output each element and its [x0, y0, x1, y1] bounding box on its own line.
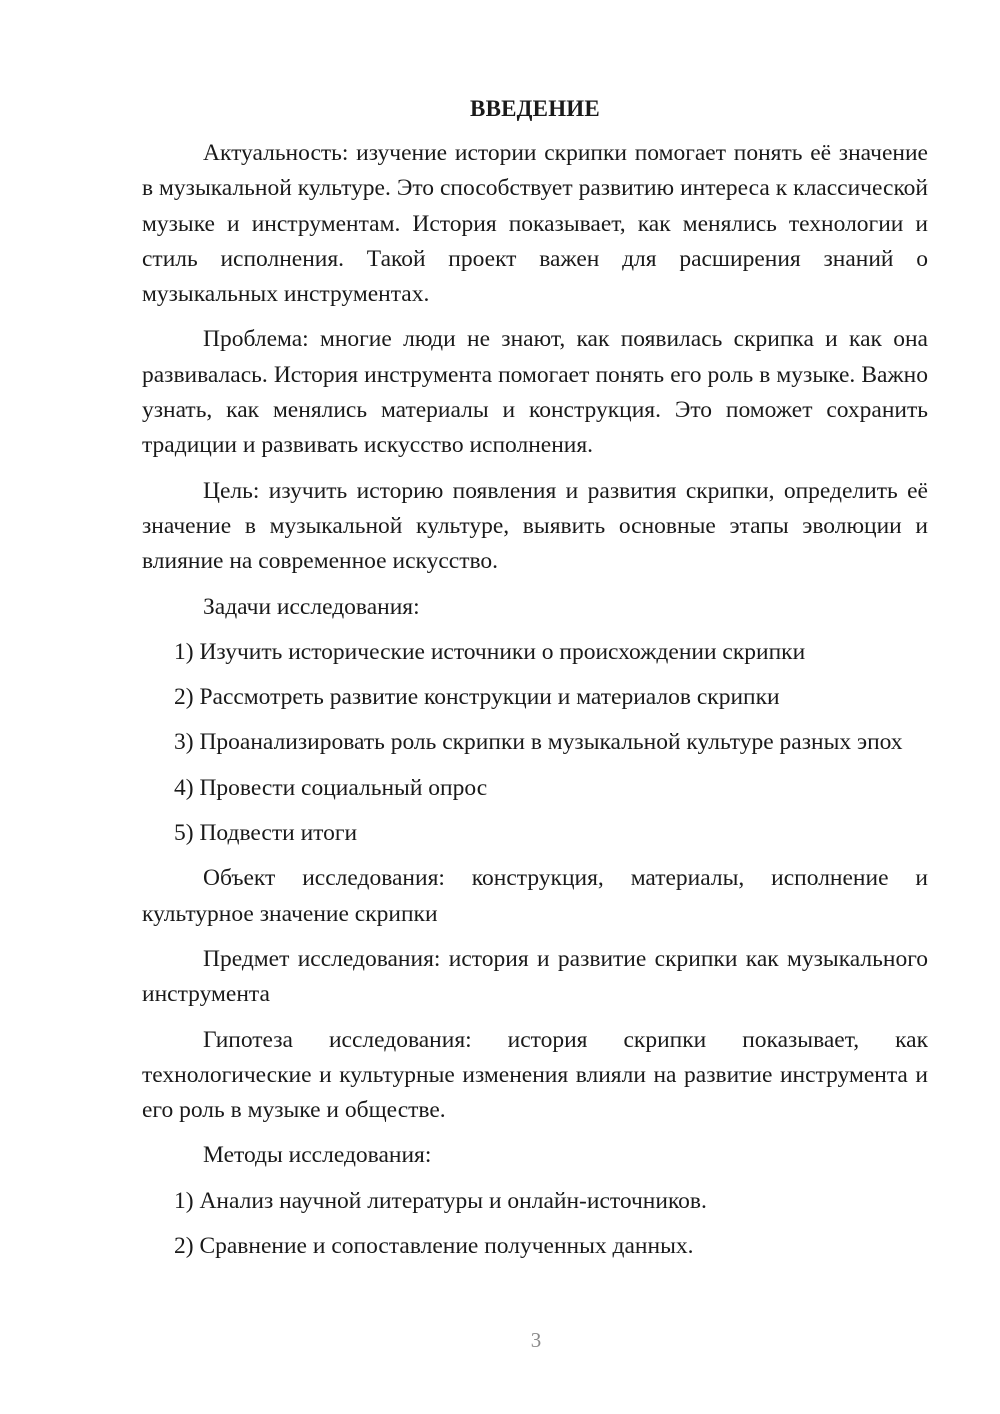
task-item: 3) Проанализировать роль скрипки в музыкальной культуре разных эпох	[174, 729, 903, 756]
methods-heading: Методы исследования:	[203, 1142, 432, 1169]
problem-paragraph: Проблема: многие люди не знают, как появилась скрипка и как она развивалась. История инструмента помогает понять его роль в музыке. Важно узнать, как менялись материалы и конструкция. Это поможет сохранить традиции и развивать искусство исполнения.	[142, 326, 928, 459]
goal-paragraph: Цель: изучить историю появления и развития скрипки, определить её значение в музыкальной культуре, выявить основные этапы эволюции и влияние на современное искусство.	[142, 477, 928, 575]
task-item: 1) Изучить исторические источники о происхождении скрипки	[174, 638, 806, 665]
task-item: 2) Рассмотреть развитие конструкции и материалов скрипки	[174, 684, 780, 711]
section-title: ВВЕДЕНИЕ	[470, 96, 600, 121]
subject-paragraph: Предмет исследования: история и развитие скрипки как музыкального инструмента	[142, 945, 928, 1008]
task-item: 4) Провести социальный опрос	[174, 774, 488, 801]
relevance-paragraph: Актуальность: изучение истории скрипки помогает понять её значение в музыкальной культуре. Это способствует развитию интереса к классической музыке и инструментам. История показывает, как менялись технологии и стиль исполнения. Такой проект важен для расширения знаний о музыкальных инструментах.	[142, 140, 928, 308]
hypothesis-paragraph: Гипотеза исследования: история скрипки показывает, как технологические и культурные изменения влияли на развитие инструмента и его роль в музыке и обществе.	[142, 1026, 928, 1124]
tasks-heading: Задачи исследования:	[203, 593, 420, 620]
task-item: 5) Подвести итоги	[174, 820, 358, 847]
method-item: 1) Анализ научной литературы и онлайн-источников.	[174, 1187, 707, 1214]
method-item: 2) Сравнение и сопоставление полученных данных.	[174, 1233, 694, 1260]
page-content	[142, 91, 928, 1274]
object-paragraph: Объект исследования: конструкция, материалы, исполнение и культурное значение скрипки	[142, 865, 928, 927]
page-number: 3	[530, 1328, 542, 1352]
